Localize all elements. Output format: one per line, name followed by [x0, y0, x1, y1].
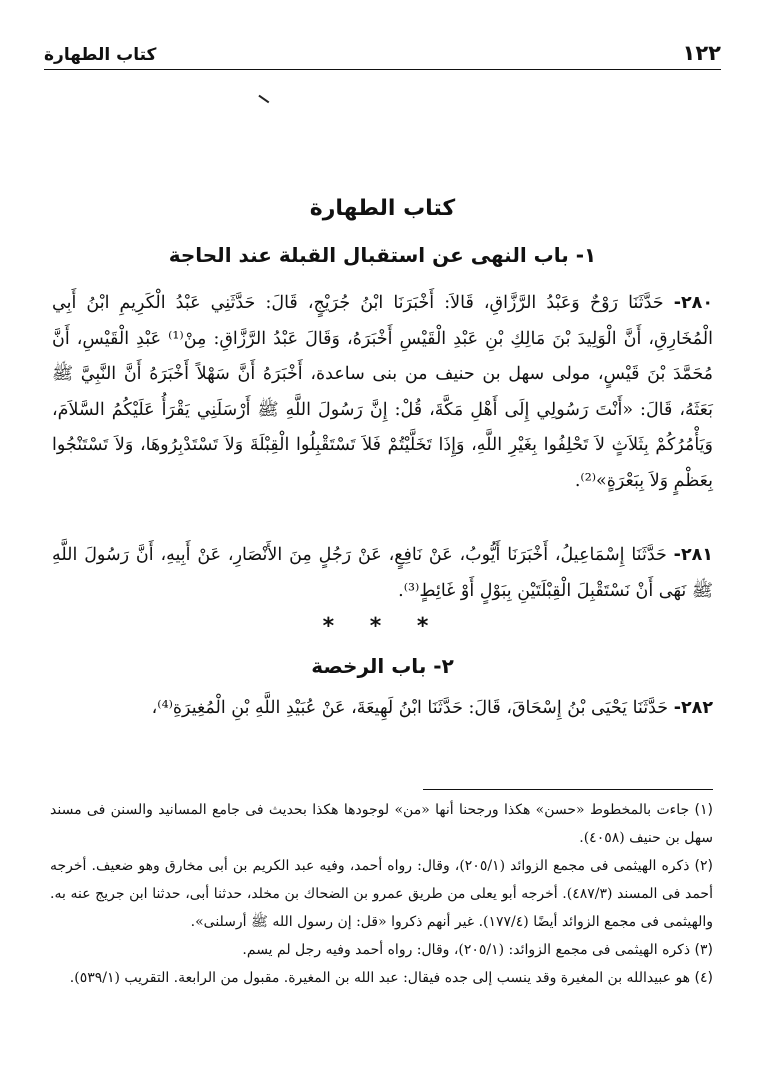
- running-title: كتاب الطهارة: [44, 45, 157, 65]
- footnote-number: (٢): [694, 858, 713, 874]
- footnote-number: (٣): [694, 942, 713, 958]
- footnote-number: (١): [694, 802, 713, 818]
- footnote-text: جاءت بالمخطوط «حسن» هكذا ورجحنا أنها «من» لوجودها هكذا بحديث فى جامع المسانيد والسنن فى مسند سهل بن حنيف (٤٠٥٨).: [50, 802, 713, 846]
- footnote-2: [50, 852, 713, 936]
- hadith-number: ٢٨٢-: [673, 698, 713, 718]
- stray-mark: [259, 95, 270, 103]
- hadith-text: حَدَّثَنَا يَحْيَى بْنُ إِسْحَاقَ، قَالَ: حَدَّثَنَا ابْنُ لَهِيعَةَ، عَنْ عُبَيْدِ اللَّهِ بْنِ الْمُغِيرَةِ⁽⁴⁾،: [151, 698, 669, 718]
- hadith-281: [52, 538, 713, 609]
- hadith-text: حَدَّثَنَا رَوْحٌ وَعَبْدُ الرَّزَّاقِ، قَالاَ: أَخْبَرَنَا ابْنُ جُرَيْجٍ، قَالَ: حَدَّثَنِي عَبْدُ الْكَرِيمِ ابْنُ أَبِي الْمُخَارِقِ، أَنَّ الْوَلِيدَ بْنَ مَالِكِ بْنِ عَبْدِ الْقَيْسِ أَخْبَرَهُ، وَقَالَ عَبْدُ الرَّزَّاقِ: مِنْ⁽¹⁾ عَبْدِ الْقَيْسِ، أَنَّ مُحَمَّدَ بْنَ قَيْسٍ، مولى سهل بن حنيف من بنى ساعدة، أَخْبَرَهُ أَنَّ سَهْلاً أَخْبَرَهُ أَنَّ النَّبِيَّ ﷺ بَعَثَهُ، قَالَ: «أَنْتَ رَسُولِي إِلَى أَهْلِ مَكَّةَ، قُلْ: إِنَّ رَسُولَ اللَّهِ ﷺ أَرْسَلَنِي يَقْرَأُ عَلَيْكُمُ السَّلاَمَ، وَيَأْمُرُكُمْ بِثَلاَثٍ لاَ تَحْلِفُوا بِغَيْرِ اللَّهِ، وَإِذَا تَخَلَّيْتُمْ فَلاَ تَسْتَقْبِلُوا الْقِبْلَةَ وَلاَ تَسْتَدْبِرُوهَا، وَلاَ تَسْتَنْجُوا بِعَظْمٍ وَلاَ بِبَعْرَةٍ»⁽²⁾.: [52, 293, 714, 491]
- footnotes: [50, 796, 713, 992]
- footnote-text: هو عبيدالله بن المغيرة وقد ينسب إلى جده فيقال: عبد الله بن المغيرة. مقبول من الرابعة. التقريب (٥٣٩/١).: [69, 970, 691, 986]
- hadith-number: ٢٨٠-: [673, 293, 713, 313]
- hadith-280: [52, 286, 713, 499]
- hadith-282: [52, 691, 713, 727]
- footnote-4: [50, 964, 713, 992]
- footnote-1: [50, 796, 713, 852]
- footnote-text: ذكره الهيثمى فى مجمع الزوائد: (٢٠٥/١)، وقال: رواه أحمد وفيه رجل لم يسم.: [242, 942, 691, 958]
- hadith-number: ٢٨١-: [673, 545, 713, 565]
- page-number: ١٢٢: [682, 41, 721, 65]
- section-separator: * * *: [322, 614, 443, 639]
- chapter-title-1: ١- باب النهى عن استقبال القبلة عند الحاجة: [168, 243, 597, 267]
- chapter-title-2: ٢- باب الرخصة: [311, 654, 454, 678]
- footnote-number: (٤): [694, 970, 713, 986]
- book-title: كتاب الطهارة: [309, 196, 456, 221]
- page-header: [44, 30, 721, 70]
- hadith-text: حَدَّثَنَا إِسْمَاعِيلُ، أَخْبَرَنَا أَيُّوبُ، عَنْ نَافِعٍ، عَنْ رَجُلٍ مِنَ الأَنْصَارِ، عَنْ أَبِيهِ، أَنَّ رَسُولَ اللَّهِ ﷺ نَهَى أَنْ نَسْتَقْبِلَ الْقِبْلَتَيْنِ بِبَوْلٍ أَوْ غَائِطٍ⁽³⁾.: [52, 545, 713, 601]
- footnote-3: [50, 936, 713, 964]
- footnote-text: ذكره الهيثمى فى مجمع الزوائد (٢٠٥/١)، وقال: رواه أحمد، وفيه عبد الكريم بن أبى مخارق وهو ضعيف. أخرجه أحمد فى المسند (٤٨٧/٣). أخرجه أبو يعلى من طريق عمرو بن الضحاك بن مخلد، حدثنا أبى، حدثنا ابن جريج عنه به. والهيثمى فى مجمع الزوائد أيضًا (١٧٧/٤). غير أنهم ذكروا «قل: إن رسول الله ﷺ أرسلنى».: [50, 858, 713, 930]
- footnote-divider: [423, 789, 713, 790]
